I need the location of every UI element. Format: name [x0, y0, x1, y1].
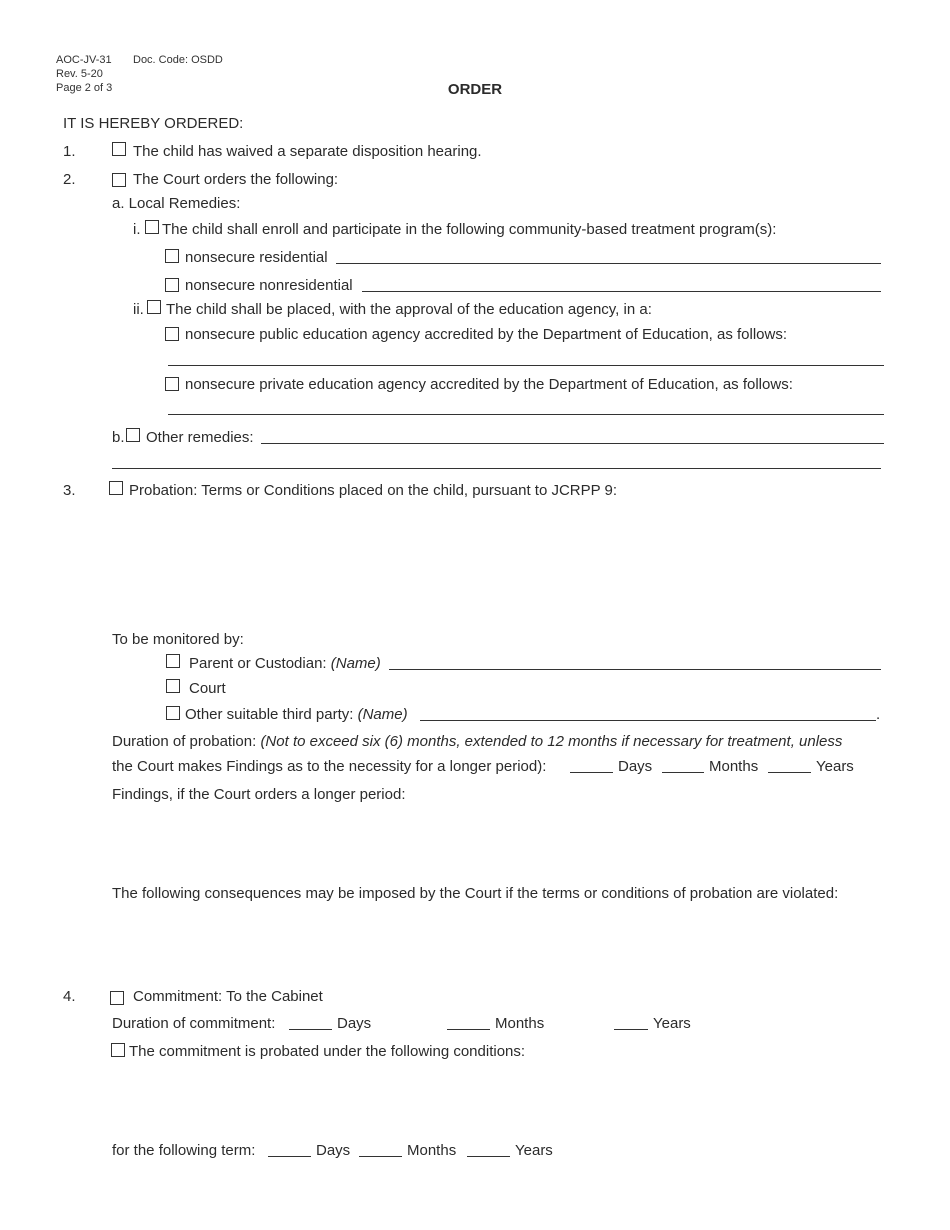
page-title: ORDER — [447, 81, 503, 98]
findings-label: Findings, if the Court orders a longer period: — [112, 786, 406, 803]
third-party-period: . — [876, 706, 881, 723]
commitment-checkbox[interactable] — [110, 991, 124, 1005]
commitment-years-label: Years — [653, 1015, 691, 1032]
third-party-label: Other suitable third party: — [185, 706, 354, 723]
commitment-duration-label: Duration of commitment: — [112, 1015, 276, 1032]
probation-duration-note-2: the Court makes Findings as to the necessity for a longer period): — [112, 758, 547, 775]
other-remedies-label: Other remedies: — [146, 429, 254, 446]
nonsecure-nonresidential-field[interactable] — [362, 291, 881, 292]
treatment-program-text: The child shall enroll and participate in the following community-based treatment program(s): — [162, 221, 777, 238]
third-party-label-line — [185, 706, 408, 723]
term-months-label: Months — [407, 1142, 457, 1159]
other-remedies-field-line-2[interactable] — [112, 468, 881, 469]
commitment-probated-checkbox[interactable] — [111, 1043, 125, 1057]
probation-text: Probation: Terms or Conditions placed on the child, pursuant to JCRPP 9: — [129, 482, 618, 499]
probation-days-label: Days — [618, 758, 653, 775]
parent-custodian-label: Parent or Custodian: — [189, 655, 327, 672]
monitored-by-label: To be monitored by: — [112, 631, 244, 648]
commitment-days-label: Days — [337, 1015, 372, 1032]
third-party-name-field[interactable] — [420, 720, 876, 721]
third-party-name-hint: (Name) — [357, 706, 408, 723]
term-days-label: Days — [316, 1142, 351, 1159]
item-4-number: 4. — [63, 988, 76, 1005]
probation-checkbox[interactable] — [109, 481, 123, 495]
local-remedies-label: a. Local Remedies: — [112, 195, 241, 212]
probation-months-label: Months — [709, 758, 759, 775]
private-agency-checkbox[interactable] — [165, 377, 179, 391]
other-remedies-field[interactable] — [261, 443, 884, 444]
item-2-checkbox[interactable] — [112, 173, 126, 187]
term-years-label: Years — [515, 1142, 553, 1159]
private-agency-text: nonsecure private education agency accredited by the Department of Education, as follows: — [185, 376, 793, 393]
public-agency-field[interactable] — [168, 365, 884, 366]
other-remedies-prefix: b. — [112, 429, 125, 446]
parent-custodian-name-field[interactable] — [389, 669, 881, 670]
probation-duration-note-1: (Not to exceed six (6) months, extended to 12 months if necessary for treatment, unless — [260, 733, 843, 750]
commitment-text: Commitment: To the Cabinet — [133, 988, 323, 1005]
item-1-text: The child has waived a separate disposition hearing. — [133, 143, 482, 160]
nonsecure-residential-checkbox[interactable] — [165, 249, 179, 263]
education-placement-text: The child shall be placed, with the approval of the education agency, in a: — [166, 301, 652, 318]
parent-custodian-checkbox[interactable] — [166, 654, 180, 668]
doc-code: Doc. Code: OSDD — [133, 54, 223, 66]
commitment-days-field[interactable] — [289, 1029, 332, 1030]
nonsecure-residential-field[interactable] — [336, 263, 881, 264]
parent-custodian-label-line — [189, 655, 381, 672]
page-number: Page 2 of 3 — [56, 82, 113, 94]
other-remedies-checkbox[interactable] — [126, 428, 140, 442]
parent-name-hint: (Name) — [330, 655, 381, 672]
commitment-months-field[interactable] — [447, 1029, 490, 1030]
nonsecure-nonresidential-label: nonsecure nonresidential — [185, 277, 353, 294]
item-2-number: 2. — [63, 171, 76, 188]
education-placement-checkbox[interactable] — [147, 300, 161, 314]
commitment-probated-text: The commitment is probated under the following conditions: — [129, 1043, 526, 1060]
public-agency-text: nonsecure public education agency accredited by the Department of Education, as follows: — [185, 326, 788, 343]
third-party-checkbox[interactable] — [166, 706, 180, 720]
intro-heading: IT IS HEREBY ORDERED: — [63, 115, 244, 132]
item-2-text: The Court orders the following: — [133, 171, 339, 188]
consequences-label: The following consequences may be imposed by the Court if the terms or conditions of probation are violated: — [112, 885, 839, 902]
term-label: for the following term: — [112, 1142, 256, 1159]
form-id: AOC-JV-31 — [56, 54, 112, 66]
item-1-number: 1. — [63, 143, 76, 160]
public-agency-checkbox[interactable] — [165, 327, 179, 341]
commitment-months-label: Months — [495, 1015, 545, 1032]
nonsecure-residential-label: nonsecure residential — [185, 249, 328, 266]
item-3-number: 3. — [63, 482, 76, 499]
revision: Rev. 5-20 — [56, 68, 103, 80]
treatment-program-checkbox[interactable] — [145, 220, 159, 234]
probation-years-field[interactable] — [768, 772, 811, 773]
probation-months-field[interactable] — [662, 772, 704, 773]
nonsecure-nonresidential-checkbox[interactable] — [165, 278, 179, 292]
court-checkbox[interactable] — [166, 679, 180, 693]
private-agency-field[interactable] — [168, 414, 884, 415]
probation-duration-line-1 — [112, 733, 842, 750]
probation-years-label: Years — [816, 758, 854, 775]
item-1-checkbox[interactable] — [112, 142, 126, 156]
probation-days-field[interactable] — [570, 772, 613, 773]
term-years-field[interactable] — [467, 1156, 510, 1157]
term-months-field[interactable] — [359, 1156, 402, 1157]
item-2-i-prefix: i. — [133, 221, 141, 238]
commitment-years-field[interactable] — [614, 1029, 648, 1030]
item-2-ii-prefix: ii. — [133, 301, 144, 318]
court-label: Court — [189, 680, 226, 697]
term-days-field[interactable] — [268, 1156, 311, 1157]
probation-duration-label: Duration of probation: — [112, 733, 257, 750]
